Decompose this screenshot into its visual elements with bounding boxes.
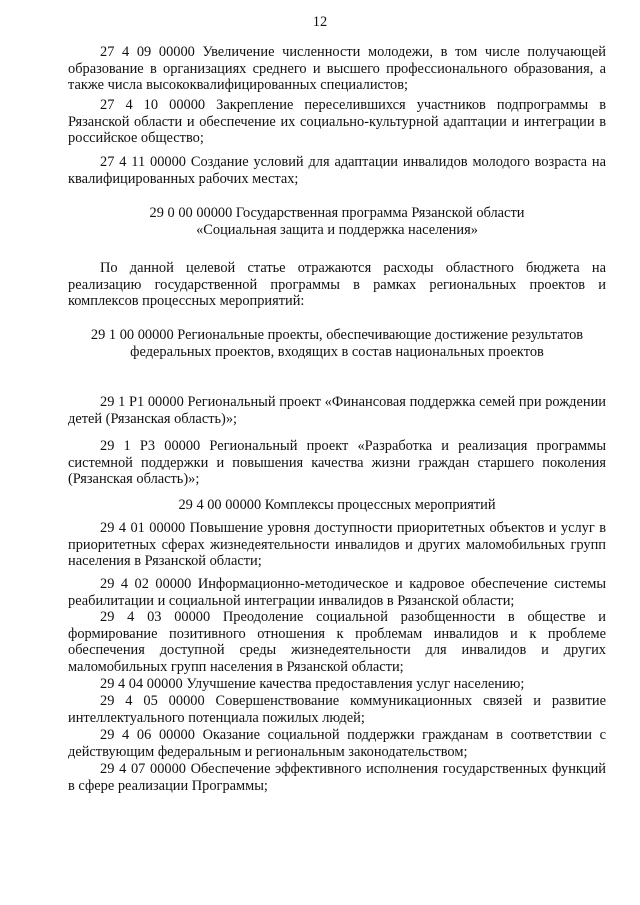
paragraph-29-1-p3: 29 1 P3 00000 Региональный проект «Разработка и реализация программы системной поддержки и повышения качества жизни граждан старшего поколения (Рязанская область)»; [68, 438, 606, 488]
paragraph-27-4-11: 27 4 11 00000 Создание условий для адаптации инвалидов молодого возраста на квалифицированных рабочих местах; [68, 154, 606, 187]
paragraph-29-4-02: 29 4 02 00000 Информационно-методическое и кадровое обеспечение системы реабилитации и социальной интеграции инвалидов в Рязанской области; [68, 576, 606, 609]
page-number: 12 [312, 14, 328, 30]
paragraph-29-4-07: 29 4 07 00000 Обеспечение эффективного исполнения государственных функций в сфере реализации Программы; [68, 761, 606, 794]
paragraph-29-4-03: 29 4 03 00000 Преодоление социальной разобщенности в обществе и формирование позитивного отношения к проблемам инвалидов и к проблеме обеспечения доступной среды жизнедеятельности для инвалидов и других маломобильных групп населения в Рязанской области; [68, 609, 606, 675]
heading-program-29: 29 0 00 00000 Государственная программа Рязанской области «Социальная защита и поддержка населения» [149, 205, 525, 238]
paragraph-29-4-04: 29 4 04 00000 Улучшение качества предоставления услуг населению; [100, 676, 525, 692]
paragraph-intro: По данной целевой статье отражаются расходы областного бюджета на реализацию государственной программы в рамках региональных проектов и комплексов процессных мероприятий: [68, 260, 606, 310]
heading-regional-projects: 29 1 00 00000 Региональные проекты, обеспечивающие достижение результатов федеральных проектов, входящих в состав национальных проектов [90, 327, 584, 360]
paragraph-29-4-06: 29 4 06 00000 Оказание социальной поддержки гражданам в соответствии с действующим федеральным и региональным законодательством; [68, 727, 606, 760]
heading-process-complexes: 29 4 00 00000 Комплексы процессных мероприятий [178, 497, 496, 513]
paragraph-27-4-09: 27 4 09 00000 Увеличение численности молодежи, в том числе получающей образование в организациях среднего и высшего профессионального образования, а также числа высококвалифицированных специалистов; [68, 44, 606, 94]
paragraph-29-4-01: 29 4 01 00000 Повышение уровня доступности приоритетных объектов и услуг в приоритетных сферах жизнедеятельности инвалидов и других маломобильных групп населения в Рязанской области; [68, 520, 606, 570]
paragraph-29-4-05: 29 4 05 00000 Совершенствование коммуникационных связей и развитие интеллектуального потенциала пожилых людей; [68, 693, 606, 726]
paragraph-27-4-10: 27 4 10 00000 Закрепление переселившихся участников подпрограммы в Рязанской области и обеспечение их социально-культурной адаптации и интеграции в российское общество; [68, 97, 606, 147]
paragraph-29-1-p1: 29 1 P1 00000 Региональный проект «Финансовая поддержка семей при рождении детей (Рязанская область)»; [68, 394, 606, 427]
